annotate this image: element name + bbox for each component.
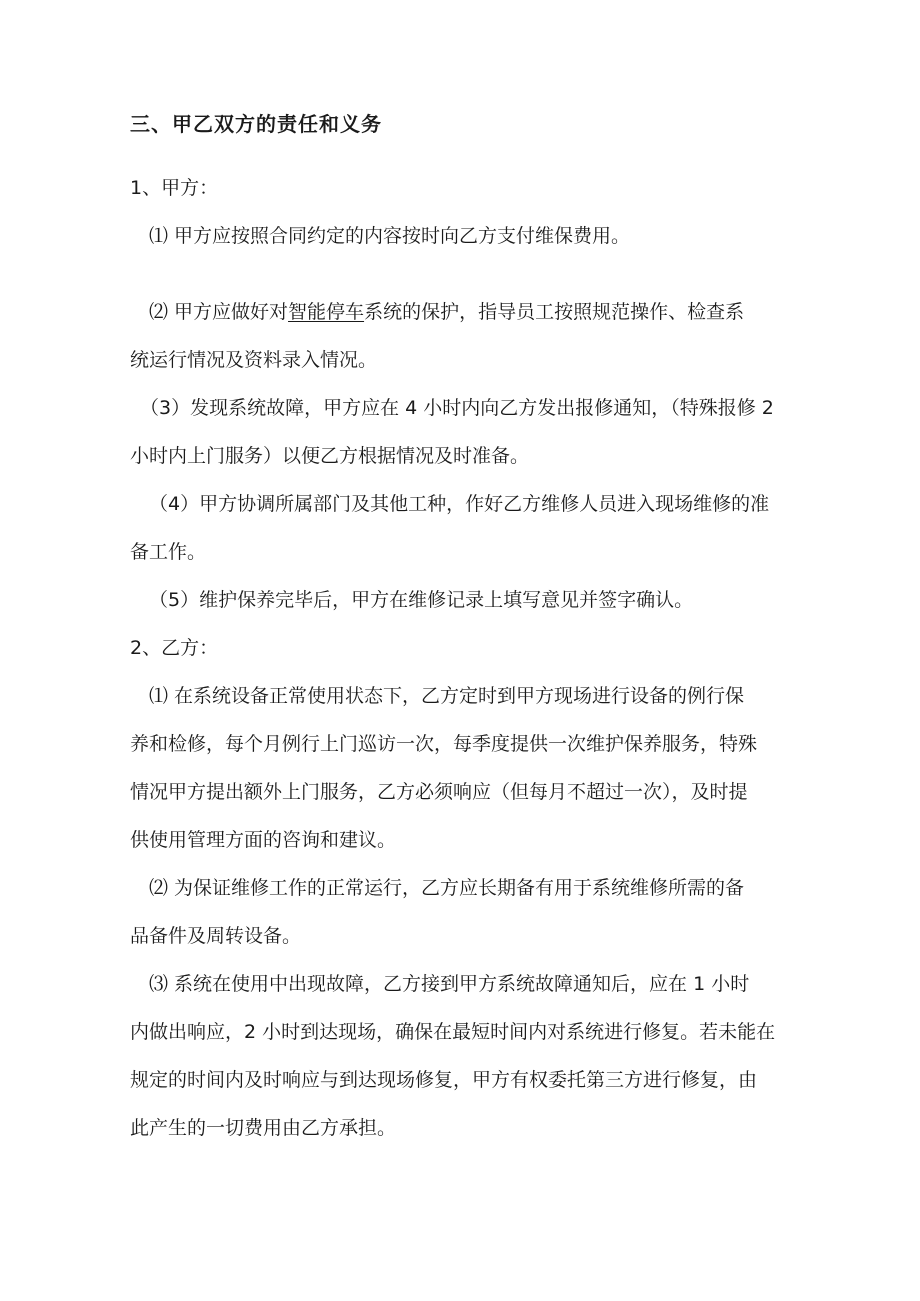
party-a-item-2-suffix: 系统的保护，指导员工按照规范操作、检查系 <box>364 301 745 323</box>
party-a-item-2-prefix: ⑵ 甲方应做好对 <box>149 301 289 323</box>
party-a-item-2-line-1 <box>130 288 792 336</box>
party-b-item-3 <box>130 960 792 1152</box>
party-b-heading: 2、乙方： <box>130 637 219 659</box>
party-b-item-3-line-1: ⑶ 系统在使用中出现故障，乙方接到甲方系统故障通知后，应在 1 小时 <box>149 973 750 995</box>
party-b-item-3-line-3: 规定的时间内及时响应与到达现场修复，甲方有权委托第三方进行修复，由 <box>130 1069 758 1091</box>
party-b-item-2-line-2: 品备件及周转设备。 <box>130 925 302 947</box>
party-a-item-4 <box>130 480 792 576</box>
party-b-item-2 <box>130 864 792 960</box>
party-a-item-4-line-2: 备工作。 <box>130 541 207 563</box>
party-b-item-3-line-2: 内做出响应，2 小时到达现场，确保在最短时间内对系统进行修复。若未能在 <box>130 1021 776 1043</box>
party-a-item-1-line-1: ⑴ 甲方应按照合同约定的内容按时向乙方支付维保费用。 <box>149 225 631 247</box>
party-a-item-3-line-2: 小时内上门服务）以便乙方根据情况及时准备。 <box>130 445 530 467</box>
party-b-item-1-line-1: ⑴ 在系统设备正常使用状态下，乙方定时到甲方现场进行设备的例行保 <box>149 685 745 707</box>
party-b-item-1-line-3: 情况甲方提出额外上门服务，乙方必须响应（但每月不超过一次），及时提 <box>130 781 748 803</box>
smart-parking-term: 智能停车 <box>288 301 365 323</box>
party-a-item-5-line-1: （5）维护保养完毕后，甲方在维修记录上填写意见并签字确认。 <box>149 589 694 611</box>
party-b-item-1 <box>130 672 792 864</box>
party-b-item-2-line-1: ⑵ 为保证维修工作的正常运行，乙方应长期备有用于系统维修所需的备 <box>149 877 745 899</box>
party-a-item-3-line-1: （3）发现系统故障，甲方应在 4 小时内向乙方发出报修通知，（特殊报修 2 <box>140 397 774 419</box>
party-a-item-2 <box>130 288 792 384</box>
party-b-item-3-line-4: 此产生的一切费用由乙方承担。 <box>130 1117 397 1139</box>
party-b-item-1-line-2: 养和检修，每个月例行上门巡访一次，每季度提供一次维护保养服务，特殊 <box>130 733 758 755</box>
party-a-heading: 1、甲方： <box>130 177 219 199</box>
party-a-item-5 <box>130 576 792 624</box>
party-a-item-1 <box>130 212 792 260</box>
party-a-item-3 <box>130 384 792 480</box>
section-title: 三、甲乙双方的责任和义务 <box>130 112 382 136</box>
party-b-item-1-line-4: 供使用管理方面的咨询和建议。 <box>130 829 397 851</box>
party-a-item-2-line-2: 统运行情况及资料录入情况。 <box>130 349 378 371</box>
party-a-item-4-line-1: （4）甲方协调所属部门及其他工种，作好乙方维修人员进入现场维修的准 <box>149 493 770 515</box>
